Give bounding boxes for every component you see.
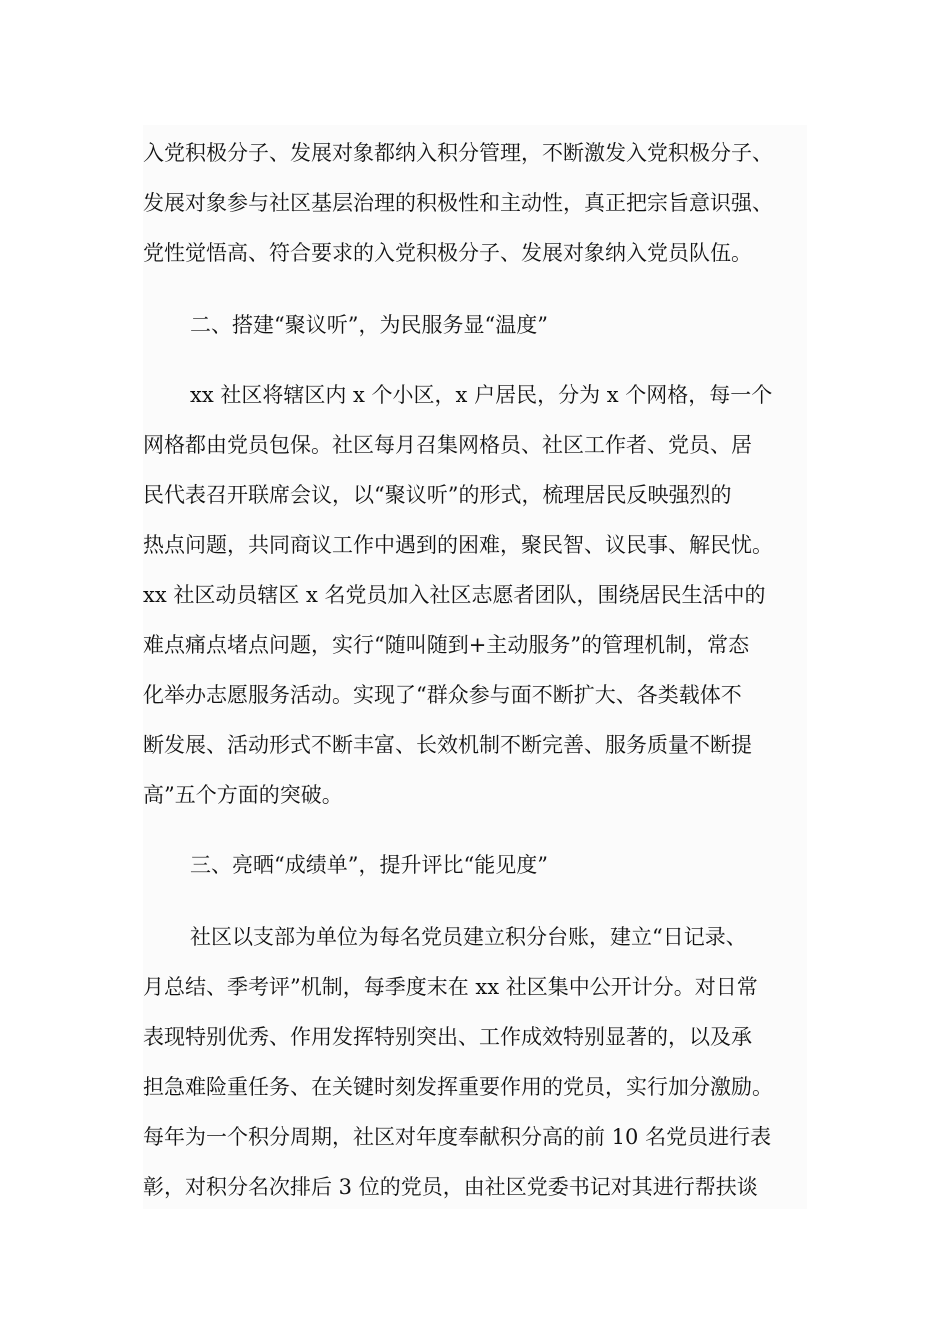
paragraph-line: 断发展、活动形式不断丰富、长效机制不断完善、服务质量不断提: [143, 733, 752, 757]
section-heading: 二、搭建“聚议听”，为民服务显“温度”: [190, 313, 548, 337]
paragraph-line: 入党积极分子、发展对象都纳入积分管理，不断激发入党积极分子、: [143, 141, 773, 165]
paragraph-line: 月总结、季考评”机制，每季度末在 xx 社区集中公开计分。对日常: [143, 975, 758, 999]
paragraph-line: 发展对象参与社区基层治理的积极性和主动性，真正把宗旨意识强、: [143, 191, 773, 215]
paragraph-line: 化举办志愿服务活动。实现了“群众参与面不断扩大、各类载体不: [143, 683, 742, 707]
section-heading: 三、亮晒“成绩单”，提升评比“能见度”: [190, 853, 548, 877]
paragraph-line: 难点痛点堵点问题，实行“随叫随到+主动服务”的管理机制，常态: [143, 633, 750, 657]
paragraph-line: 党性觉悟高、符合要求的入党积极分子、发展对象纳入党员队伍。: [143, 241, 752, 265]
paragraph-line: 表现特别优秀、作用发挥特别突出、工作成效特别显著的，以及承: [143, 1025, 752, 1049]
document-body: [143, 125, 807, 1209]
paragraph-line: xx 社区将辖区内 x 个小区，x 户居民，分为 x 个网格，每一个: [190, 383, 773, 407]
paragraph-line: xx 社区动员辖区 x 名党员加入社区志愿者团队，围绕居民生活中的: [143, 583, 766, 607]
paragraph-line: 社区以支部为单位为每名党员建立积分台账，建立“日记录、: [190, 925, 747, 949]
paragraph-line: 每年为一个积分周期，社区对年度奉献积分高的前 10 名党员进行表: [143, 1125, 772, 1149]
paragraph-line: 热点问题，共同商议工作中遇到的困难，聚民智、议民事、解民忧。: [143, 533, 773, 557]
paragraph-line: 高”五个方面的突破。: [143, 783, 343, 807]
paragraph-line: 网格都由党员包保。社区每月召集网格员、社区工作者、党员、居: [143, 433, 752, 457]
paragraph-line: 彰，对积分名次排后 3 位的党员，由社区党委书记对其进行帮扶谈: [143, 1175, 758, 1199]
paragraph-line: 担急难险重任务、在关键时刻发挥重要作用的党员，实行加分激励。: [143, 1075, 773, 1099]
paragraph-line: 民代表召开联席会议，以“聚议听”的形式，梳理居民反映强烈的: [143, 483, 732, 507]
